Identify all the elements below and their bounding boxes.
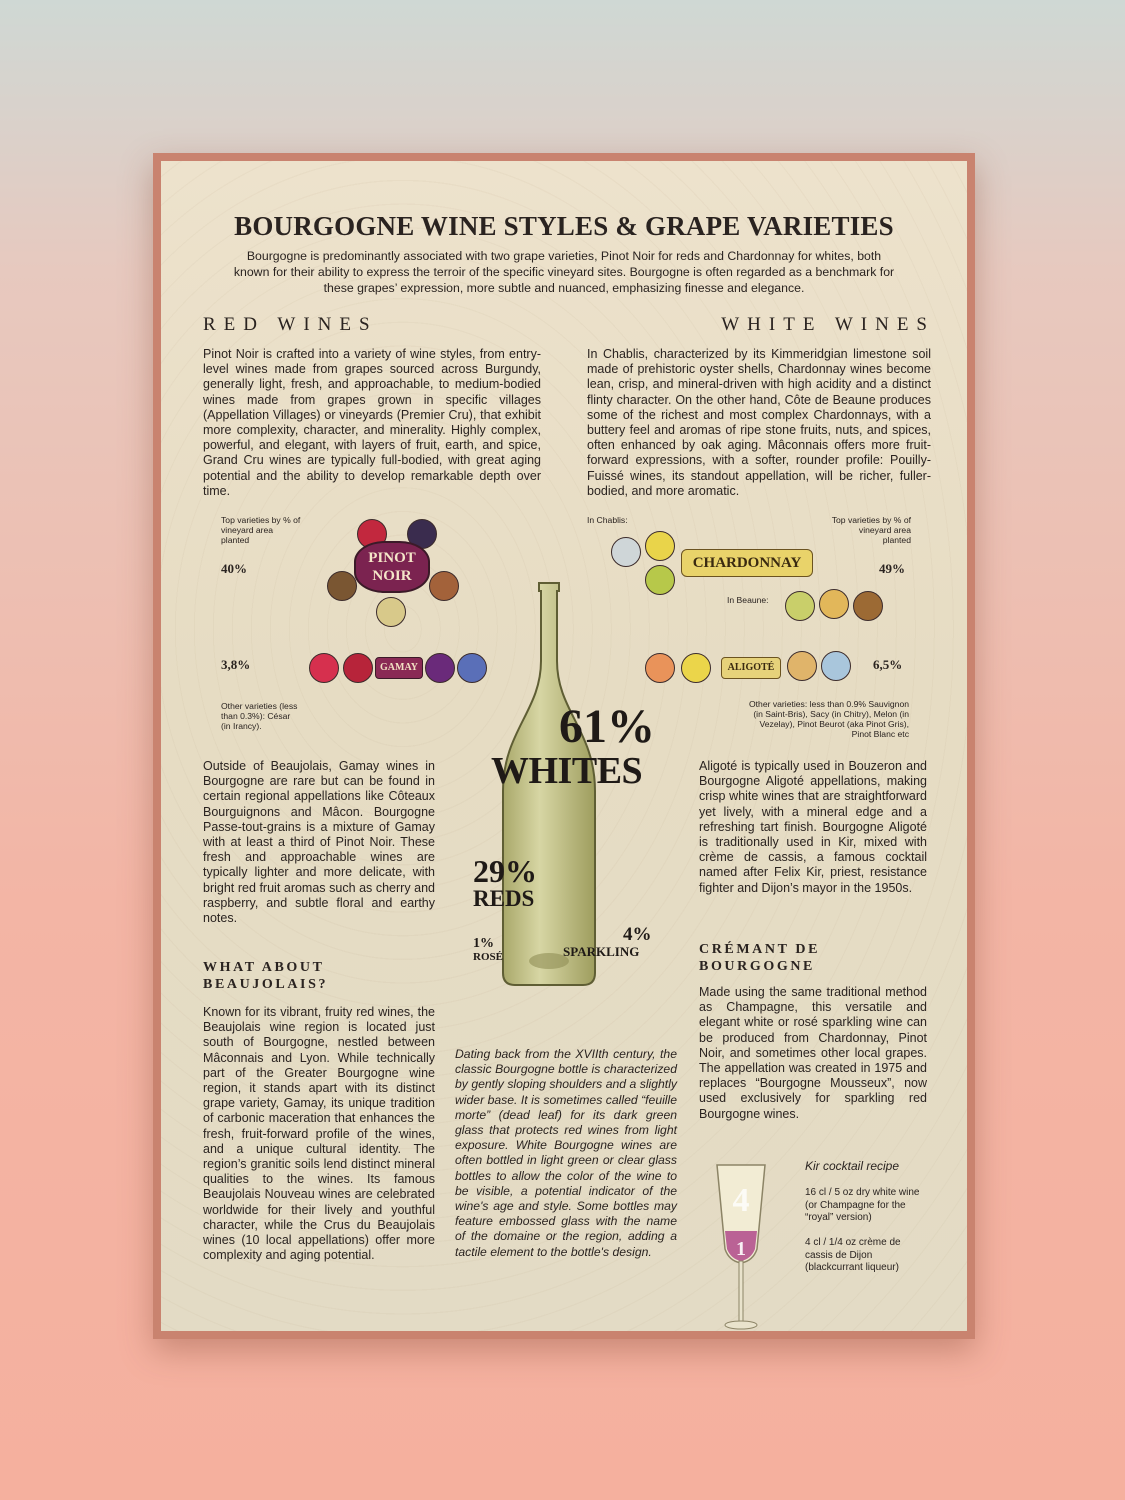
kir-glass-illustration (713, 1161, 769, 1331)
cinnamon-icon (429, 571, 459, 601)
hazelnut-icon (853, 591, 883, 621)
chablis-label: In Chablis: (587, 515, 628, 525)
kir-glass-bottom-number: 1 (736, 1238, 746, 1260)
sparkling-pct: 4% (623, 924, 652, 945)
chardonnay-badge: CHARDONNAY (681, 549, 813, 577)
red-top-varieties-label: Top varieties by % of vineyard area planted (221, 515, 301, 545)
white-top-varieties-label: Top varieties by % of vineyard area planted (831, 515, 911, 545)
poster-frame (153, 153, 975, 1339)
ginger-icon (787, 651, 817, 681)
kir-title: Kir cocktail recipe (805, 1159, 900, 1173)
lemon-icon (645, 531, 675, 561)
red-wines-text: Pinot Noir is crafted into a variety of wine styles, from entry-level wines made from grapes sourced across Burgundy, generally light, fresh, and approachable, to medium-bodied wines made from grapes grown in specific villages (Appellation Villages) or vineyards (Premier Cru), that exhibit more complexity, character, and minerality. Highly complex, powerful, and elegant, with layers of fruit, earth, and spice, Grand Cru wines are typically full-bodied, with great aging potential and the ability to develop remarkable depth over time. (203, 347, 541, 498)
aligote-text: Aligoté is typically used in Bouzeron and Bourgogne Aligoté appellations, making crisp white wines that are straightforward yet lively, with a mineral edge and a refreshing tart finish. Bourgogne Aligoté is traditionally used in Kir, mixed with crème de cassis, a famous cocktail named after Felix Kir, priest, resistance fighter and Dijon’s mayor in the 1950s. (699, 759, 927, 895)
reds-label: REDS (473, 886, 535, 911)
white-wines-heading: WHITE WINES (721, 314, 935, 335)
white-wines-text: In Chablis, characterized by its Kimmeridgian limestone soil made of prehistoric oyster shells, Chardonnay wines become lean, crisp, and mineral-driven with high acidity and a distinct flinty character. On the other hand, Côte de Beaune produces some of the richest and most complex Chardonnays, with a buttery feel and aromas of ripe stone fruits, nuts, and spices, often enhanced by oak aging. Mâconnais offers more fruit-forward expressions, with a softer, rounder profile: Pouilly-Fuissé wines, its standout appellation, will be richer, fuller-bodied, and more aromatic. (587, 347, 931, 498)
whites-label: WHITES (491, 750, 643, 792)
poster-title: BOURGOGNE WINE STYLES & GRAPE VARIETIES (234, 211, 894, 241)
pinot-noir-pct: 40% (221, 561, 247, 576)
cherry-icon (343, 653, 373, 683)
poster (161, 161, 967, 1331)
sparkling-label: SPARKLING (563, 944, 640, 959)
coffee-bean-icon (327, 571, 357, 601)
plum-icon (425, 653, 455, 683)
gamay-pct: 3,8% (221, 657, 251, 672)
aligote-badge: ALIGOTÉ (721, 657, 781, 679)
mushroom-icon (376, 597, 406, 627)
violet-flower-icon (457, 653, 487, 683)
whites-pct: 61% (559, 700, 655, 753)
cremant-text: Made using the same traditional method as Champagne, this versatile and elegant white or rosé sparkling wine can be produced from Chardonnay, Pinot Noir, and sometimes other local grapes. The appellation was created in 1975 and replaces “Bourgogne Mousseux”, now used exclusively for sparkling red Bourgogne wines. (699, 985, 927, 1121)
rose-pct: 1% (473, 936, 494, 951)
green-apple-icon (645, 565, 675, 595)
raspberry-icon (309, 653, 339, 683)
peach-icon (645, 653, 675, 683)
effervescent-icon (821, 651, 851, 681)
white-other-varieties: Other varieties: less than 0.9% Sauvignon (in Saint-Bris), Sacy (in Chitry), Melon (in Vezelay), Pinot Beurot (aka Pinot Gris), Pinot Blanc etc (748, 699, 909, 739)
pear-icon (785, 591, 815, 621)
intro-text: Bourgogne is predominantly associated with two grape varieties, Pinot Noir for reds and Chardonnay for whites, both known for their ability to express the terroir of the specific vineyard sites. Bourgogne is often regarded as a benchmark for these grapes’ expression, more subtle and nuanced, emphasizing finesse and elegance. (233, 249, 895, 295)
beaune-label: In Beaune: (727, 595, 769, 605)
pinot-badge-top: PINOT (368, 550, 416, 566)
kir-ingredient-1: 16 cl / 5 oz dry white wine (or Champagne for the “royal” version) (805, 1187, 920, 1223)
rose-label: ROSÉ (473, 951, 503, 963)
bottle-caption: Dating back from the XVIIth century, the classic Bourgogne bottle is characterized by gently sloping shoulders and a slightly wider base. It is sometimes called “feuille morte” (dead leaf) for its dark green glass that protects red wines from light exposure. White Bourgogne wines are often bottled in light green or clear glass bottles to allow the color of the wine to be visible, a potential indicator of the wine's age and style. Some bottles may feature embossed glass with the name of the domaine or the region, adding a tactile element to the bottle's design. (455, 1047, 677, 1259)
cremant-heading: CRÉMANT DE BOURGOGNE (699, 942, 821, 974)
oyster-shell-icon (611, 537, 641, 567)
reds-pct: 29% (473, 853, 537, 889)
chardonnay-pct: 49% (879, 561, 905, 576)
red-other-varieties: Other varieties (less than 0.3%): César (in Irancy). (221, 701, 298, 731)
aligote-pct: 6,5% (873, 657, 903, 672)
kir-glass-top-number: 4 (732, 1182, 750, 1219)
red-wines-heading: RED WINES (203, 314, 378, 335)
gamay-text: Outside of Beaujolais, Gamay wines in Bourgogne are rare but can be found in certain regional appellations like Côteaux Bourguignons and Mâcon. Bourgogne Passe-tout-grains is a mixture of Gamay with at least a third of Pinot Noir. These fresh and approachable wines are typically lighter and more delicate, with bright red fruit aromas such as cherry and raspberry, and subtle floral and earthy notes. (203, 759, 435, 926)
beaujolais-text: Known for its vibrant, fruity red wines, the Beaujolais wine region is located just south of Bourgogne, nestled between Mâconnais and Lyon. While technically part of the Greater Bourgogne wine region, it stands apart with its distinct grape variety, Gamay, its unique tradition of carbonic maceration that enhances the fresh, fruit-forward profile of the wines, and a unique cultural identity. The region’s granitic soils lend distinct mineral qualities to the wines. Its famous Beaujolais Nouveau wines are celebrated worldwide for their lively and youthful character, while the Crus du Beaujolais wines (10 local appellations) offer more complexity and aging potential. (203, 1005, 435, 1263)
kir-ingredient-2: 4 cl / 1/4 oz crème de cassis de Dijon (blackcurrant liqueur) (805, 1237, 901, 1273)
beaujolais-heading: WHAT ABOUT BEAUJOLAIS? (203, 960, 329, 992)
lemon-icon (681, 653, 711, 683)
pinot-badge-bottom: NOIR (372, 568, 412, 584)
butter-icon (819, 589, 849, 619)
pinot-noir-badge (354, 541, 430, 593)
gamay-badge: GAMAY (375, 657, 423, 679)
